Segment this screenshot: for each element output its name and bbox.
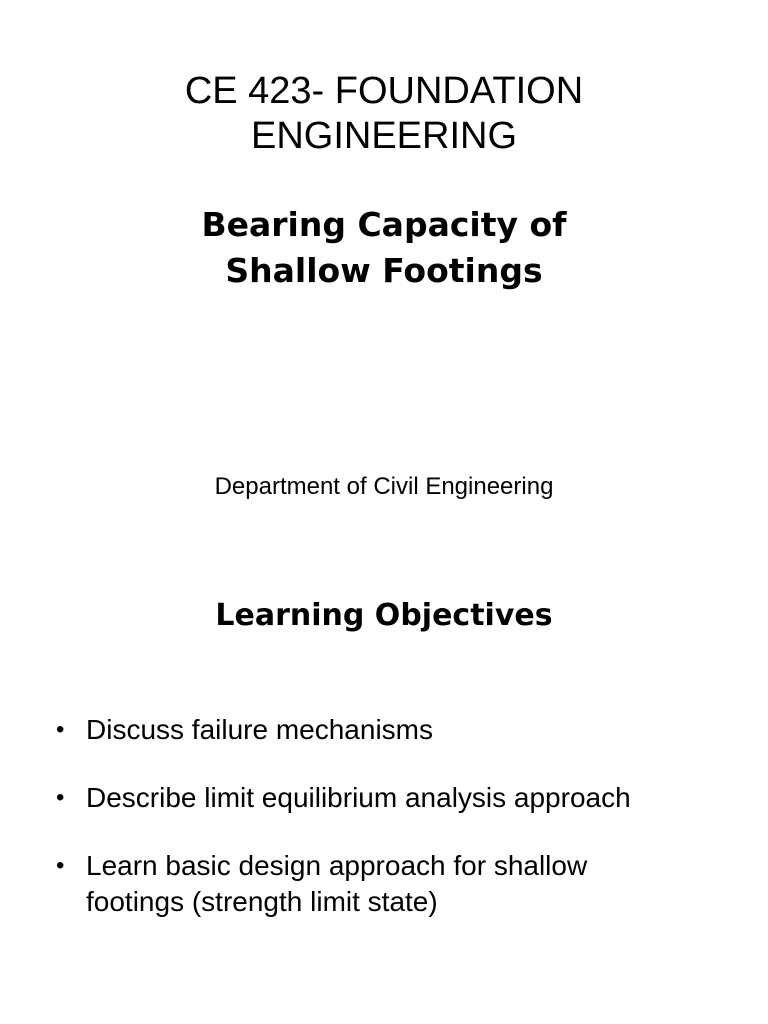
objective-text-block bbox=[86, 848, 756, 920]
objective-text: Describe limit equilibrium analysis approach bbox=[86, 782, 631, 813]
objectives-heading: Learning Objectives bbox=[215, 598, 553, 633]
bullet-icon: • bbox=[56, 852, 65, 879]
objective-item bbox=[56, 848, 756, 920]
department-name: Department of Civil Engineering bbox=[214, 473, 554, 500]
bullet-icon: • bbox=[56, 716, 65, 743]
course-title-line-2: ENGINEERING bbox=[250, 115, 518, 157]
objective-item bbox=[56, 780, 756, 816]
bullet-icon: • bbox=[56, 784, 65, 811]
objectives-list bbox=[56, 712, 756, 952]
lecture-title-line-2: Shallow Footings bbox=[225, 251, 543, 290]
course-title-line-1: CE 423- FOUNDATION bbox=[184, 70, 584, 112]
lecture-title-line-1: Bearing Capacity of bbox=[201, 205, 567, 244]
objective-text-continuation: footings (strength limit state) bbox=[86, 886, 438, 917]
objective-text: Discuss failure mechanisms bbox=[86, 714, 433, 745]
objective-item bbox=[56, 712, 756, 748]
objective-text: Learn basic design approach for shallow bbox=[86, 850, 588, 881]
